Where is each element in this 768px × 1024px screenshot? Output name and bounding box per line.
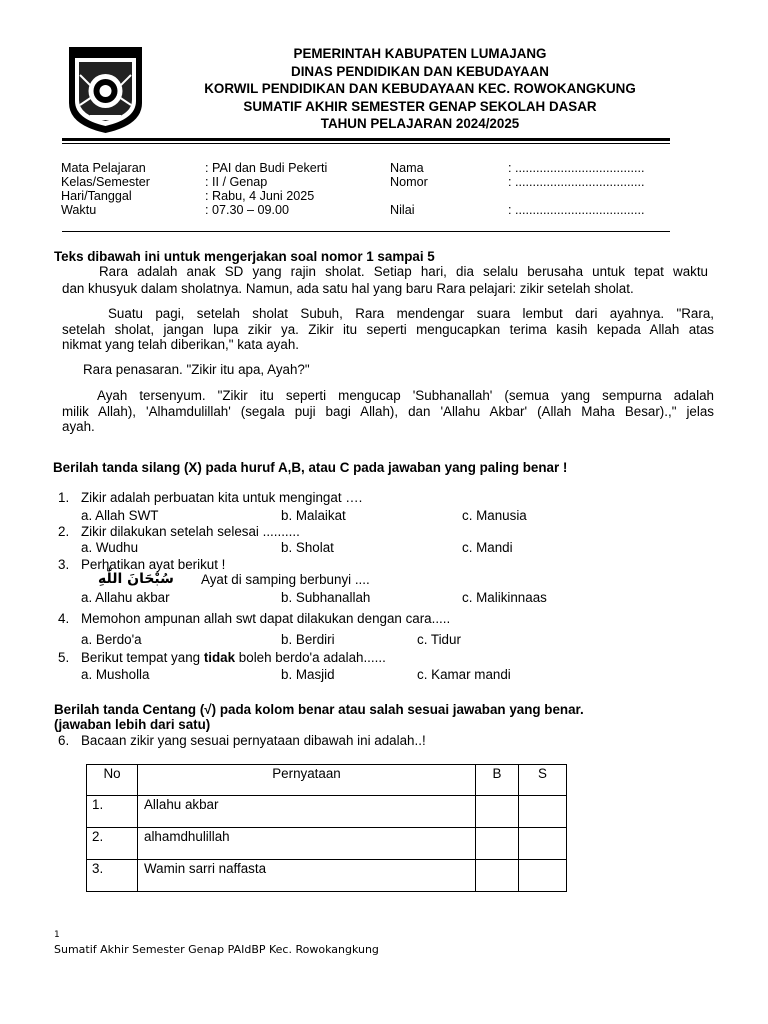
q4-text: Memohon ampunan allah swt dapat dilakukan dengan cara..... [81, 611, 451, 626]
true-false-table [86, 764, 567, 892]
q2-option-a[interactable]: a. Wudhu [81, 540, 139, 555]
footer-text: Sumatif Akhir Semester Genap PAIdBP Kec. Rowokangkung [54, 943, 379, 956]
reading-p3: Rara penasaran. "Zikir itu apa, Ayah?" [83, 362, 310, 377]
document-header [160, 45, 680, 133]
reading-p1-line1: Rara adalah anak SD yang rajin sholat. Setiap hari, dia selalu berusaha untuk tepat waktu [99, 264, 708, 279]
header-line-government: PEMERINTAH KABUPATEN LUMAJANG [293, 46, 547, 61]
date-value: : Rabu, 4 Juni 2025 [205, 189, 315, 203]
header-statement: Pernyataan [138, 765, 476, 796]
reading-p4-line3: ayah. [62, 419, 95, 434]
q3-option-c[interactable]: c. Malikinnaas [462, 590, 547, 605]
table-header-row [87, 765, 567, 796]
score-label: Nilai [390, 203, 415, 217]
q5-text-emphasis: tidak [203, 650, 236, 665]
row-benar-cell[interactable] [476, 796, 519, 828]
score-field: : ..................................... [508, 203, 645, 217]
date-label: Hari/Tanggal [61, 189, 132, 203]
reading-heading: Teks dibawah ini untuk mengerjakan soal nomor 1 sampai 5 [54, 249, 435, 264]
q5-text-post: boleh berdo'a adalah...... [235, 650, 386, 665]
name-field: : ..................................... [508, 161, 645, 175]
row-salah-cell[interactable] [519, 796, 567, 828]
q3-option-b[interactable]: b. Subhanallah [281, 590, 371, 605]
header-salah: S [519, 765, 567, 796]
q5-option-c[interactable]: c. Kamar mandi [417, 667, 511, 682]
q3-arabic-verse: سُبْحَانَ اللّٰهِ [98, 571, 174, 587]
header-line-exam: SUMATIF AKHIR SEMESTER GENAP SEKOLAH DASAR [243, 98, 597, 114]
q3-follow-text: Ayat di samping berbunyi .... [201, 572, 370, 587]
q2-text: Zikir dilakukan setelah selesai .......... [81, 524, 300, 539]
table-row [87, 796, 567, 828]
regency-logo [66, 45, 145, 134]
row-number: 3. [87, 860, 138, 892]
header-line-department: DINAS PENDIDIKAN DAN KEBUDAYAAN [291, 63, 549, 79]
row-salah-cell[interactable] [519, 828, 567, 860]
subject-value: : PAI dan Budi Pekerti [205, 161, 328, 175]
section1-instruction: Berilah tanda silang (X) pada huruf A,B, atau C pada jawaban yang paling benar ! [53, 460, 568, 475]
q6-number: 6. [58, 733, 70, 748]
header-no: No [87, 765, 138, 796]
q1-option-b[interactable]: b. Malaikat [281, 508, 346, 523]
class-label: Kelas/Semester [61, 175, 150, 189]
time-label: Waktu [61, 203, 97, 217]
q1-number: 1. [58, 490, 70, 505]
section2-instruction: Berilah tanda Centang (√) pada kolom benar atau salah sesuai jawaban yang benar. [54, 702, 584, 717]
row-statement: alhamdhulillah [138, 828, 476, 860]
reading-p4-line2: milik Allah), 'Alhamdulillah' (segala puji bagi Allah), dan 'Allahu Akbar' (Allah Maha Besar).," jelas [62, 404, 714, 419]
q4-option-b[interactable]: b. Berdiri [281, 632, 335, 647]
row-salah-cell[interactable] [519, 860, 567, 892]
header-line-year: TAHUN PELAJARAN 2024/2025 [320, 116, 520, 132]
q4-option-a[interactable]: a. Berdo'a [81, 632, 142, 647]
q4-option-c[interactable]: c. Tidur [417, 632, 461, 647]
subject-label: Mata Pelajaran [61, 161, 146, 175]
reading-p2-line1: Suatu pagi, setelah sholat Subuh, Rara mendengar suara lembut dari ayahnya. "Rara, [108, 306, 714, 321]
q5-number: 5. [58, 650, 70, 665]
q5-text-pre: Berikut tempat yang [81, 650, 204, 665]
q1-option-a[interactable]: a. Allah SWT [81, 508, 159, 523]
header-divider [62, 138, 670, 141]
table-row [87, 860, 567, 892]
q3-option-a[interactable]: a. Allahu akbar [81, 590, 170, 605]
header-line-korwil: KORWIL PENDIDIKAN DAN KEBUDAYAAN KEC. ROWOKANGKUNG [204, 81, 636, 97]
number-field: : ..................................... [508, 175, 645, 189]
row-benar-cell[interactable] [476, 828, 519, 860]
header-benar: B [476, 765, 519, 796]
q3-number: 3. [58, 557, 70, 572]
section2-instruction-note: (jawaban lebih dari satu) [54, 717, 211, 732]
table-row [87, 828, 567, 860]
q3-text: Perhatikan ayat berikut ! [81, 557, 226, 572]
header-divider-thin [62, 143, 670, 144]
q5-option-b[interactable]: b. Masjid [281, 667, 335, 682]
time-value: : 07.30 – 09.00 [205, 203, 290, 217]
row-number: 2. [87, 828, 138, 860]
row-number: 1. [87, 796, 138, 828]
q1-option-c[interactable]: c. Manusia [462, 508, 527, 523]
q4-number: 4. [58, 611, 70, 626]
class-value: : II / Genap [205, 175, 268, 189]
info-divider [62, 231, 670, 232]
row-statement: Allahu akbar [138, 796, 476, 828]
q5-option-a[interactable]: a. Musholla [81, 667, 150, 682]
q2-option-b[interactable]: b. Sholat [281, 540, 334, 555]
page-number: 1 [54, 930, 60, 940]
reading-p2-line2: setelah sholat, jangan lupa zikir ya. Zikir itu seperti mengucapkan terima kasih kepada Allah atas [62, 322, 714, 337]
row-statement: Wamin sarri naffasta [138, 860, 476, 892]
name-label: Nama [390, 161, 424, 175]
number-label: Nomor [390, 175, 428, 189]
lumajang-crest-icon [66, 45, 145, 134]
q6-text: Bacaan zikir yang sesuai pernyataan dibawah ini adalah..! [81, 733, 426, 748]
q2-number: 2. [58, 524, 70, 539]
q5-text [81, 650, 386, 667]
reading-p4-line1: Ayah tersenyum. "Zikir itu seperti mengucap 'Subhanallah' (semua yang sempurna adalah [97, 388, 714, 403]
q2-option-c[interactable]: c. Mandi [462, 540, 513, 555]
q1-text: Zikir adalah perbuatan kita untuk mengingat …. [81, 490, 363, 505]
reading-p1-line2: dan khusyuk dalam sholatnya. Namun, ada satu hal yang baru Rara pelajari: zikir setelah sholat. [62, 281, 634, 296]
row-benar-cell[interactable] [476, 860, 519, 892]
reading-p2-line3: nikmat yang telah diberikan," kata ayah. [62, 337, 299, 352]
